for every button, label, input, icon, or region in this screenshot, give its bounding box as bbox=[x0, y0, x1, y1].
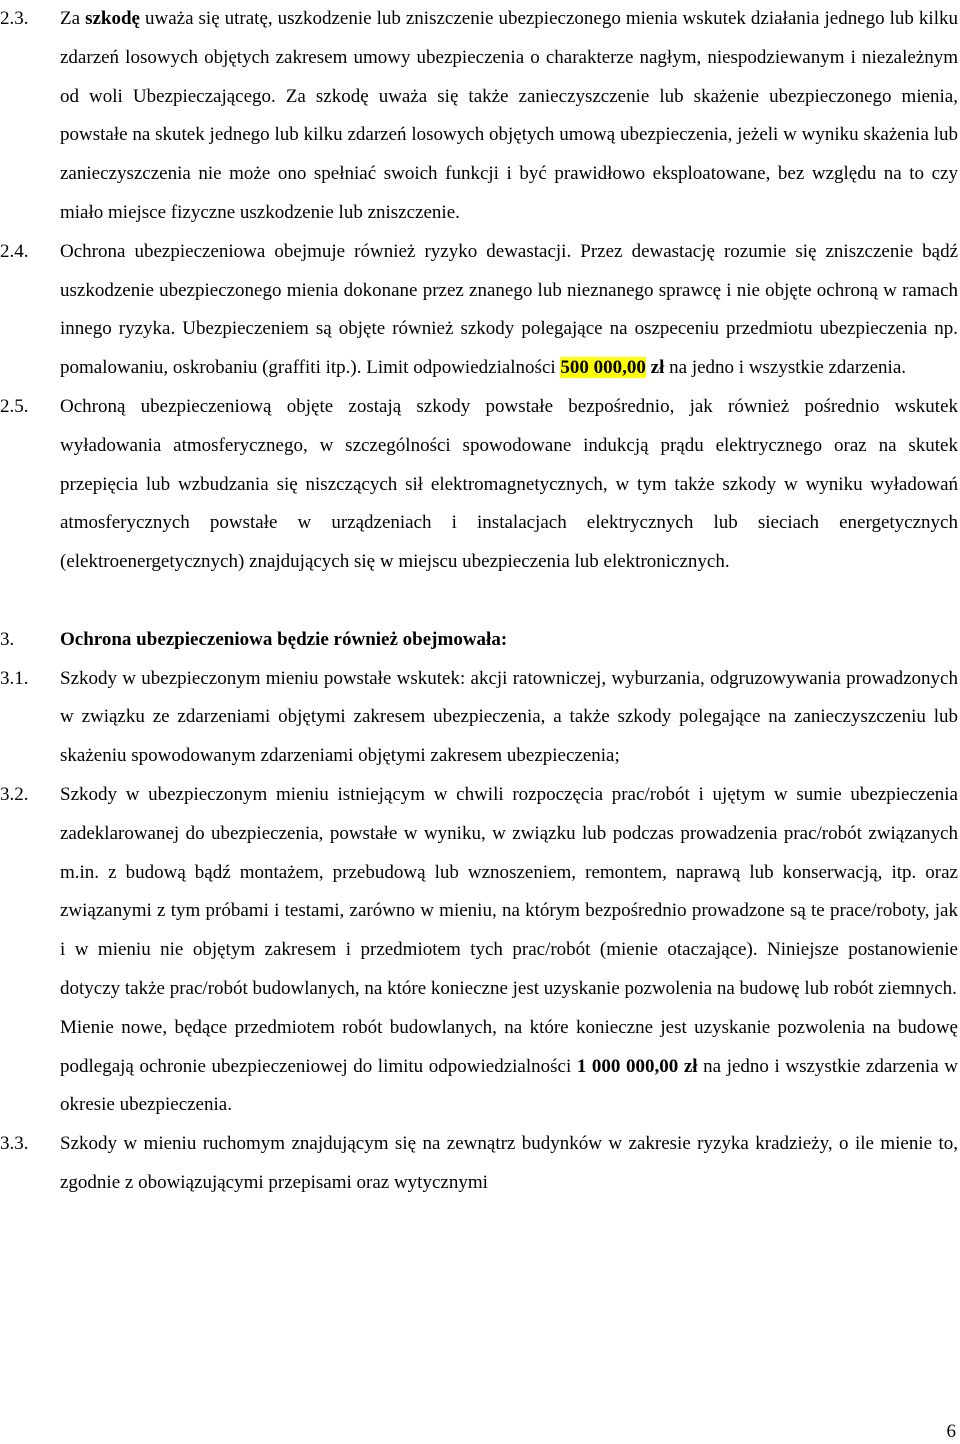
section-3-3 bbox=[0, 1125, 960, 1203]
section-3-1 bbox=[0, 660, 960, 776]
bold-term: szkodę bbox=[85, 8, 140, 29]
section-number: 2.5. bbox=[0, 395, 29, 417]
section-number: 3.3. bbox=[0, 1133, 29, 1155]
section-2-4 bbox=[0, 233, 960, 388]
section-text: Szkody w mieniu ruchomym znajdującym się na zewnątrz budynków w zakresie ryzyka kradzieży, o ile mienie to, zgodnie z obowiązującymi przepisami oraz wytycznymi bbox=[60, 1133, 958, 1193]
page-number: 6 bbox=[946, 1421, 956, 1442]
section-text: Ochroną ubezpieczeniową objęte zostają szkody powstałe bezpośrednio, jak również pośrednio wskutek wyładowania atmosferycznego, w szczególności spowodowane indukcją prądu elektrycznego oraz na skutek przepięcia lub wzbudzania się niszczących sił elektromagnetycznych, w tym także szkody w wyniku wyładowań atmosferycznych powstałe w urządzeniach i instalacjach elektrycznych lub sieciach energetycznych (elektroenergetycznych) znajdujących się w miejscu ubezpieczenia lub elektronicznych. bbox=[60, 395, 958, 573]
currency: zł bbox=[650, 357, 665, 379]
section-text: Za szkodę uważa się utratę, uszkodzenie lub zniszczenie ubezpieczonego mienia wskutek działania jednego lub kilku zdarzeń losowych objętych zakresem umowy ubezpieczenia o charakterze nagłym, niespodziewanym i niezależnym od woli Ubezpieczającego. Za szkodę uważa się także zanieczyszczenie lub skażenie ubezpieczonego mienia, powstałe na skutek jednego lub kilku zdarzeń losowych objętych umową ubezpieczenia, jeżeli w wyniku skażenia lub zanieczyszczenia nie może ono spełniać swoich funkcji i być prawidłowo eksploatowane, bez względu na to czy miało miejsce fizyczne uszkodzenie lub zniszczenie. bbox=[60, 8, 958, 223]
section-heading: Ochrona ubezpieczeniowa będzie również obejmowała: bbox=[60, 628, 508, 650]
highlighted-limit-amount: 500 000,00 bbox=[560, 357, 646, 379]
section-3 bbox=[0, 621, 960, 660]
section-number: 3. bbox=[0, 628, 15, 650]
section-3-2 bbox=[0, 776, 960, 1125]
section-number: 3.1. bbox=[0, 667, 29, 689]
section-text: Szkody w ubezpieczonym mieniu powstałe wskutek: akcji ratowniczej, wyburzania, odgruzowywania prowadzonych w związku ze zdarzeniami objętymi zakresem ubezpieczenia, a także szkody polegające na zanieczyszczeniu lub skażeniu spowodowanym zdarzeniami objętymi zakresem ubezpieczenia; bbox=[60, 667, 958, 767]
section-text: Ochrona ubezpieczeniowa obejmuje również ryzyko dewastacji. Przez dewastację rozumie się zniszczenie bądź uszkodzenie ubezpieczonego mienia dokonane przez znanego lub nieznanego sprawcę i nie objęte ochroną w ramach innego ryzyka. Ubezpieczeniem są objęte również szkody polegające na oszpeceniu przedmiotu ubezpieczenia np. pomalowaniu, oskrobaniu (graffiti itp.). Limit odpowiedzialności 500 000,00 zł na jedno i wszystkie zdarzenia. bbox=[60, 240, 958, 379]
section-2-3 bbox=[0, 0, 960, 233]
section-text: Szkody w ubezpieczonym mieniu istniejącym w chwili rozpoczęcia prac/robót i ujętym w sumie ubezpieczenia zadeklarowanej do ubezpieczenia, powstałe w wyniku, w związku lub podczas prowadzenia prac/robót związanych m.in. z budową bądź montażem, przebudową lub wznoszeniem, remontem, naprawą lub konserwacją, itp. oraz związanymi z tym próbami i testami, zarówno w mieniu, na którym bezpośrednio prowadzone są te prace/roboty, jak i w mieniu nie objętym zakresem i przedmiotem tych prac/robót (mienie otaczające). Niniejsze postanowienie dotyczy także prac/robót budowlanych, na które konieczne jest uzyskanie pozwolenia na budowę lub robót ziemnych. bbox=[60, 783, 958, 999]
section-number: 3.2. bbox=[0, 783, 29, 805]
section-2-5 bbox=[0, 388, 960, 582]
limit-amount: 1 000 000,00 zł bbox=[576, 1055, 698, 1077]
spacer bbox=[0, 582, 960, 621]
section-text-continued: Mienie nowe, będące przedmiotem robót budowlanych, na które konieczne jest uzyskanie pozwolenia na budowę podlegają ochronie ubezpieczeniowej do limitu odpowiedzialności 1 000 000,00 zł na jedno i wszystkie zdarzenia w okresie ubezpieczenia. bbox=[60, 1016, 958, 1116]
section-number: 2.4. bbox=[0, 240, 29, 262]
section-number: 2.3. bbox=[0, 8, 29, 29]
